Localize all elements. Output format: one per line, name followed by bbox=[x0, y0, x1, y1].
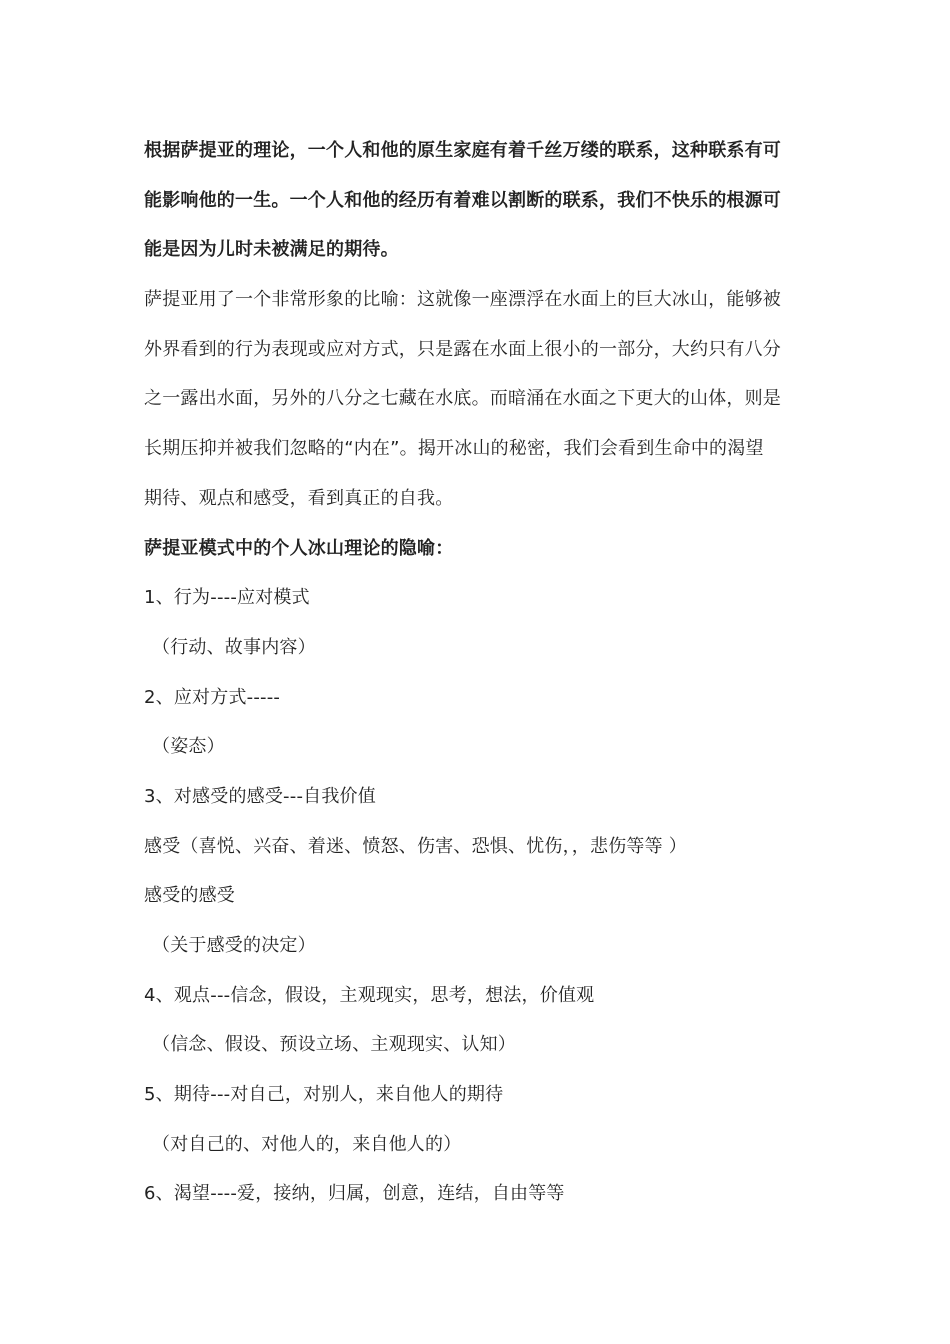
list-item-note: （关于感受的决定） bbox=[152, 935, 316, 956]
metaphor-line: 外界看到的行为表现或应对方式，只是露在水面上很小的一部分，大约只有八分 bbox=[144, 338, 781, 360]
list-item-note: （信念、假设、预设立场、主观现实、认知） bbox=[152, 1034, 516, 1056]
metaphor-paragraph bbox=[144, 275, 812, 523]
list-item: 感受的感受 bbox=[144, 885, 235, 907]
list-item-note: （行动、故事内容） bbox=[152, 636, 316, 658]
list-item: 1、行为----应对模式 bbox=[144, 587, 310, 609]
list-item: 4、观点---信念，假设，主观现实，思考，想法，价值观 bbox=[144, 984, 595, 1006]
list-item: 3、对感受的感受---自我价值 bbox=[144, 785, 376, 807]
iceberg-list bbox=[144, 573, 812, 1219]
intro-line: 能是因为儿时未被满足的期待。 bbox=[144, 239, 399, 261]
intro-line: 根据萨提亚的理论，一个人和他的原生家庭有着千丝万缕的联系，这种联系有可 bbox=[144, 140, 781, 161]
metaphor-line: 之一露出水面，另外的八分之七藏在水底。而暗涌在水面之下更大的山体，则是 bbox=[144, 388, 781, 410]
intro-paragraph bbox=[144, 126, 812, 275]
list-item-note: （对自己的、对他人的，来自他人的） bbox=[152, 1133, 462, 1155]
metaphor-line: 长期压抑并被我们忽略的“内在”。揭开冰山的秘密，我们会看到生命中的渴望 bbox=[144, 438, 764, 460]
document-body bbox=[144, 126, 812, 1219]
list-item: 2、应对方式----- bbox=[144, 686, 281, 708]
list-item: 5、期待---对自己，对别人，来自他人的期待 bbox=[144, 1084, 504, 1106]
metaphor-line: 萨提亚用了一个非常形象的比喻：这就像一座漂浮在水面上的巨大冰山，能够被 bbox=[144, 289, 781, 311]
section-heading: 萨提亚模式中的个人冰山理论的隐喻： bbox=[144, 537, 454, 559]
intro-line: 能影响他的一生。一个人和他的经历有着难以割断的联系，我们不快乐的根源可 bbox=[144, 189, 781, 211]
list-item-note: （姿态） bbox=[152, 736, 225, 758]
list-item: 感受（喜悦、兴奋、着迷、愤怒、伤害、恐惧、忧伤，，悲伤等等 ） bbox=[144, 835, 687, 857]
list-item: 6、渴望----爱，接纳，归属，创意，连结，自由等等 bbox=[144, 1183, 565, 1205]
metaphor-line: 期待、观点和感受，看到真正的自我。 bbox=[144, 487, 454, 509]
